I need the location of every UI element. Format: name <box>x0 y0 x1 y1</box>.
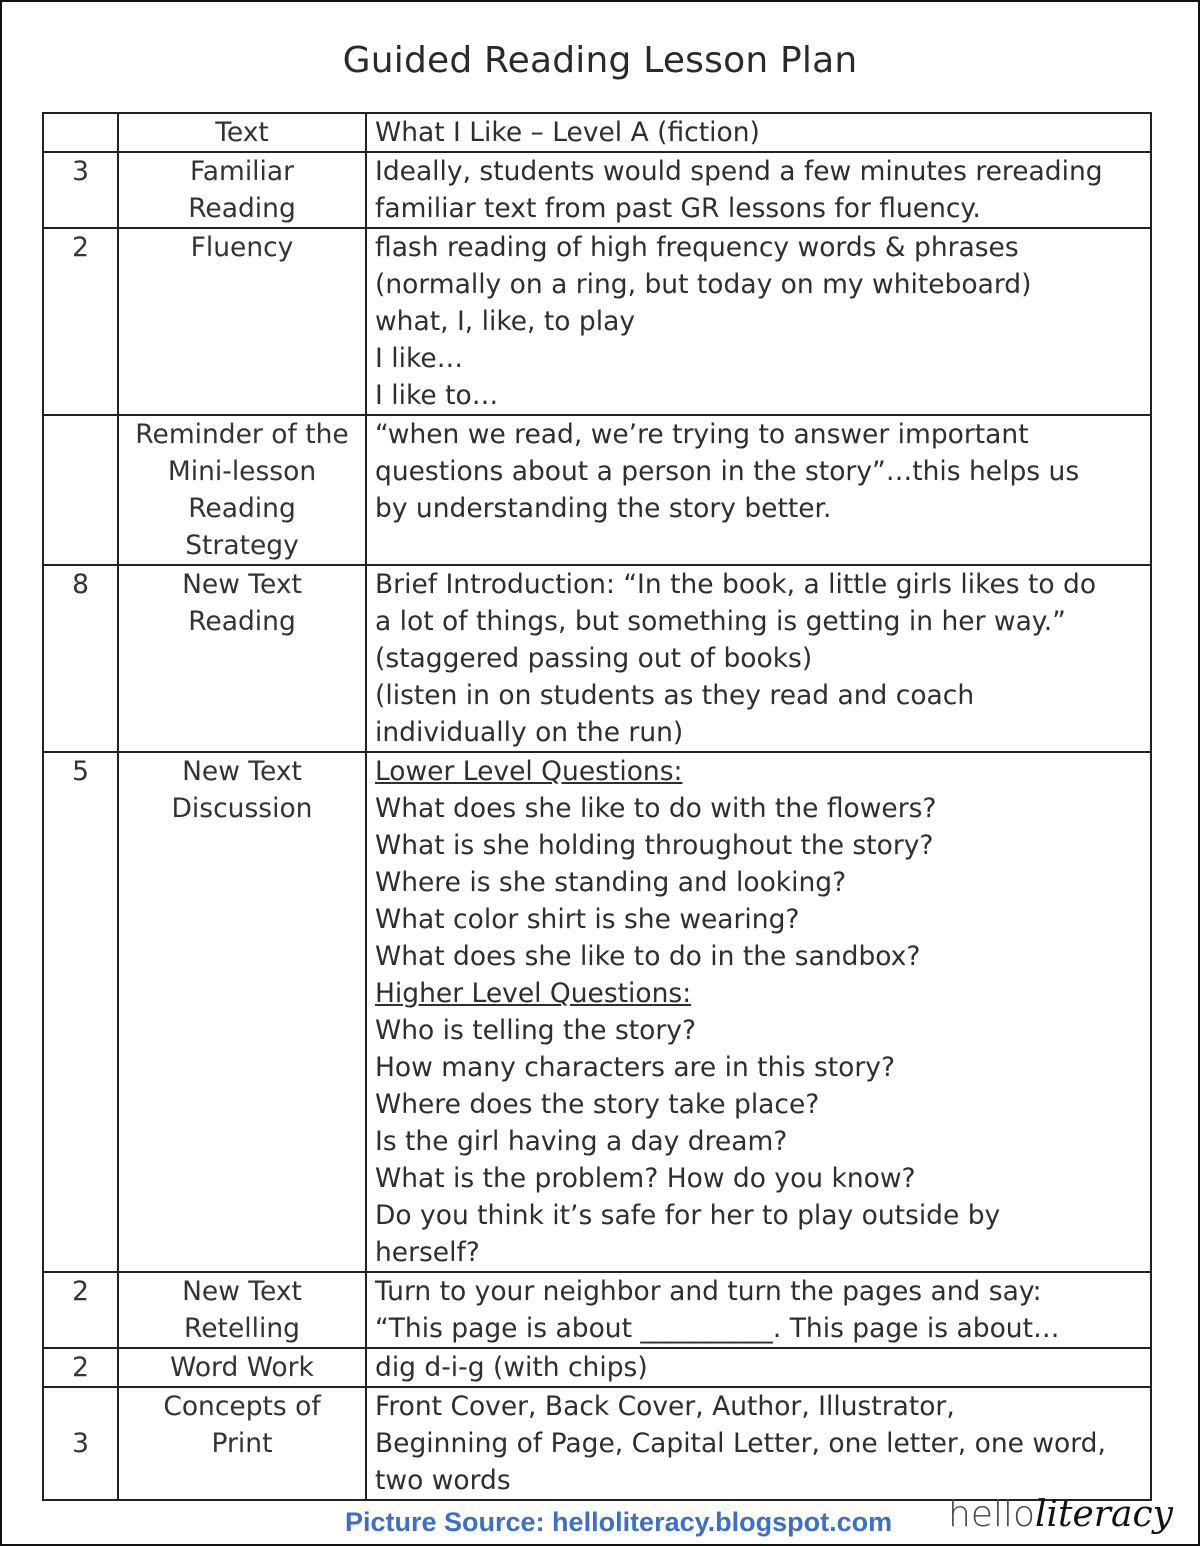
description-cell <box>366 565 1151 752</box>
minutes-cell: 2 <box>43 228 118 415</box>
picture-source-caption: Picture Source: helloliteracy.blogspot.com <box>345 1507 893 1537</box>
table-row <box>43 565 1151 752</box>
minutes-cell: 3 <box>43 152 118 228</box>
minutes-cell: 2 <box>43 1272 118 1348</box>
logo-literacy-text: literacy <box>1035 1494 1173 1535</box>
minutes-cell <box>43 415 118 565</box>
table-row <box>43 415 1151 565</box>
component-label-line: Word Work <box>170 1352 314 1383</box>
table-row <box>43 228 1151 415</box>
description-line: Turn to your neighbor and turn the pages and say: <box>375 1276 1042 1307</box>
table-row <box>43 752 1151 1272</box>
component-label-line: Strategy <box>185 530 299 561</box>
minutes-cell: 5 <box>43 752 118 1272</box>
description-line: What color shirt is she wearing? <box>375 904 800 935</box>
component-label-line: New Text <box>182 569 302 600</box>
component-label-line: New Text <box>182 756 302 787</box>
description-line: herself? <box>375 1237 480 1268</box>
description-line: Is the girl having a day dream? <box>375 1126 788 1157</box>
description-line: Brief Introduction: “In the book, a little girls likes to do <box>375 569 1097 600</box>
component-label-line: Mini-lesson <box>167 456 317 487</box>
component-label-line: Reading <box>188 193 296 224</box>
component-cell <box>118 415 366 565</box>
description-line: Do you think it’s safe for her to play outside by <box>375 1200 1001 1231</box>
component-cell <box>118 565 366 752</box>
component-label-line: Reading <box>188 493 296 524</box>
component-label-line: Reading <box>188 606 296 637</box>
description-cell <box>366 415 1151 565</box>
component-cell <box>118 228 366 415</box>
description-line: individually on the run) <box>375 717 684 748</box>
description-line: by understanding the story better. <box>375 493 832 524</box>
component-label-line: Retelling <box>184 1313 300 1344</box>
header-component-cell: Text <box>118 113 366 152</box>
component-cell <box>118 752 366 1272</box>
component-cell <box>118 1348 366 1387</box>
component-label-line: Familiar <box>189 156 295 187</box>
description-line: (staggered passing out of books) <box>375 643 813 674</box>
description-line: questions about a person in the story”…this helps us <box>375 456 1080 487</box>
logo-hello-text: hello <box>948 1494 1035 1535</box>
helloliteracy-logo <box>948 1494 1173 1535</box>
description-cell <box>366 152 1151 228</box>
component-label-line: Reminder of the <box>135 419 349 450</box>
description-cell <box>366 752 1151 1272</box>
component-cell <box>118 1272 366 1348</box>
table-row <box>43 1387 1151 1500</box>
table-row <box>43 152 1151 228</box>
header-minutes-cell <box>43 113 118 152</box>
table-row <box>43 1272 1151 1348</box>
description-line: familiar text from past GR lessons for fluency. <box>375 193 981 224</box>
description-line: “when we read, we’re trying to answer important <box>375 419 1029 450</box>
component-label-line: Print <box>211 1428 273 1459</box>
question-section-heading: Lower Level Questions: <box>375 756 683 787</box>
minutes-cell: 3 <box>43 1387 118 1500</box>
description-line: what, I, like, to play <box>375 306 636 337</box>
description-line: What is she holding throughout the story? <box>375 830 934 861</box>
description-line: two words <box>375 1465 511 1496</box>
description-line: What does she like to do in the sandbox? <box>375 941 921 972</box>
description-line: Beginning of Page, Capital Letter, one letter, one word, <box>375 1428 1106 1459</box>
description-cell <box>366 228 1151 415</box>
lesson-plan-table <box>42 112 1152 1501</box>
description-line: What is the problem? How do you know? <box>375 1163 916 1194</box>
description-line: Who is telling the story? <box>375 1015 697 1046</box>
header-text-title-cell: What I Like – Level A (fiction) <box>366 113 1151 152</box>
description-line: How many characters are in this story? <box>375 1052 896 1083</box>
table-row <box>43 1348 1151 1387</box>
table-header-row <box>43 113 1151 152</box>
component-label-line: Concepts of <box>163 1391 321 1422</box>
component-label-line: Fluency <box>190 232 294 263</box>
description-line: What does she like to do with the flowers? <box>375 793 937 824</box>
minutes-cell: 2 <box>43 1348 118 1387</box>
description-line: I like… <box>375 343 464 374</box>
description-line: a lot of things, but something is getting in her way.” <box>375 606 1066 637</box>
description-line: Where does the story take place? <box>375 1089 820 1120</box>
question-section-heading: Higher Level Questions: <box>375 978 692 1009</box>
description-line: “This page is about __________. This page is about… <box>375 1313 1060 1344</box>
description-line: (normally on a ring, but today on my whiteboard) <box>375 269 1032 300</box>
description-line: (listen in on students as they read and coach <box>375 680 975 711</box>
page-title: Guided Reading Lesson Plan <box>342 40 858 81</box>
description-line: dig d-i-g (with chips) <box>375 1352 648 1383</box>
description-line: Front Cover, Back Cover, Author, Illustrator, <box>375 1391 955 1422</box>
minutes-cell: 8 <box>43 565 118 752</box>
description-cell <box>366 1272 1151 1348</box>
component-cell <box>118 1387 366 1500</box>
description-cell <box>366 1348 1151 1387</box>
component-cell <box>118 152 366 228</box>
description-line: I like to… <box>375 380 499 411</box>
component-label-line: Discussion <box>171 793 313 824</box>
description-line: flash reading of high frequency words & phrases <box>375 232 1019 263</box>
description-cell <box>366 1387 1151 1500</box>
description-line: Ideally, students would spend a few minutes rereading <box>375 156 1103 187</box>
component-label-line: New Text <box>182 1276 302 1307</box>
description-line: Where is she standing and looking? <box>375 867 847 898</box>
